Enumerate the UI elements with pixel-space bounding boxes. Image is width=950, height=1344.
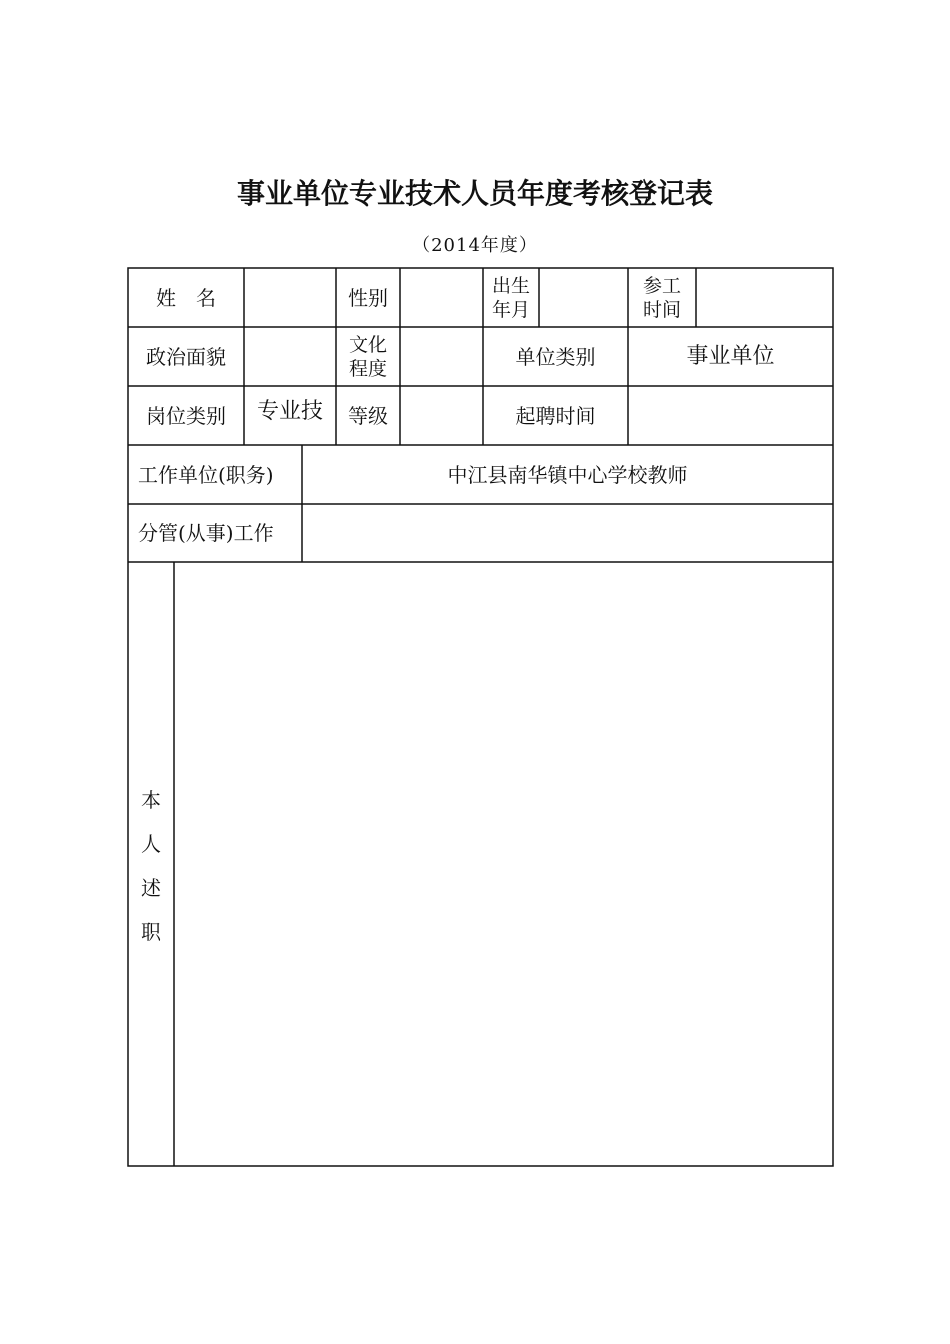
work-start-field[interactable] <box>696 268 833 327</box>
education-label <box>336 327 400 386</box>
work-start-label <box>628 268 696 327</box>
year-note: （2014年度） <box>412 235 538 256</box>
birth-date-label-line2: 年月 <box>491 298 530 321</box>
self-report-label <box>128 778 174 954</box>
unit-type-field[interactable]: 事业单位 <box>686 343 775 369</box>
hire-time-label: 起聘时间 <box>515 403 596 428</box>
self-report-label-char: 职 <box>141 920 161 944</box>
grade-label: 等级 <box>348 403 388 428</box>
work-start-label-line2: 时间 <box>642 298 681 321</box>
political-status-field[interactable] <box>244 327 336 386</box>
hire-time-field[interactable] <box>628 386 833 445</box>
birth-date-label <box>483 268 539 327</box>
unit-type-label: 单位类别 <box>515 344 596 369</box>
work-unit-label: 工作单位(职务) <box>138 462 274 487</box>
name-label: 姓 名 <box>156 285 216 310</box>
post-type-label: 岗位类别 <box>146 403 226 428</box>
duty-field[interactable] <box>302 504 833 562</box>
self-report-label-char: 本 <box>141 788 161 812</box>
post-type-field[interactable]: 专业技 <box>256 399 323 424</box>
grade-field[interactable] <box>400 386 483 445</box>
self-report-label-char: 人 <box>141 832 161 856</box>
education-field[interactable] <box>400 327 483 386</box>
birth-date-label-line1: 出生 <box>491 274 530 297</box>
work-start-label-line1: 参工 <box>642 274 681 297</box>
duty-label: 分管(从事)工作 <box>138 521 274 545</box>
self-report-label-char: 述 <box>141 876 161 900</box>
birth-date-field[interactable] <box>539 268 628 327</box>
education-label-line1: 文化 <box>348 333 387 356</box>
gender-label: 性别 <box>348 285 388 310</box>
page-title: 事业单位专业技术人员年度考核登记表 <box>236 177 713 210</box>
name-field[interactable] <box>244 268 336 327</box>
political-status-label: 政治面貌 <box>146 344 226 369</box>
work-unit-field[interactable]: 中江县南华镇中心学校教师 <box>447 462 688 487</box>
self-report-field[interactable] <box>174 562 833 1166</box>
gender-field[interactable] <box>400 268 483 327</box>
education-label-line2: 程度 <box>348 357 387 380</box>
